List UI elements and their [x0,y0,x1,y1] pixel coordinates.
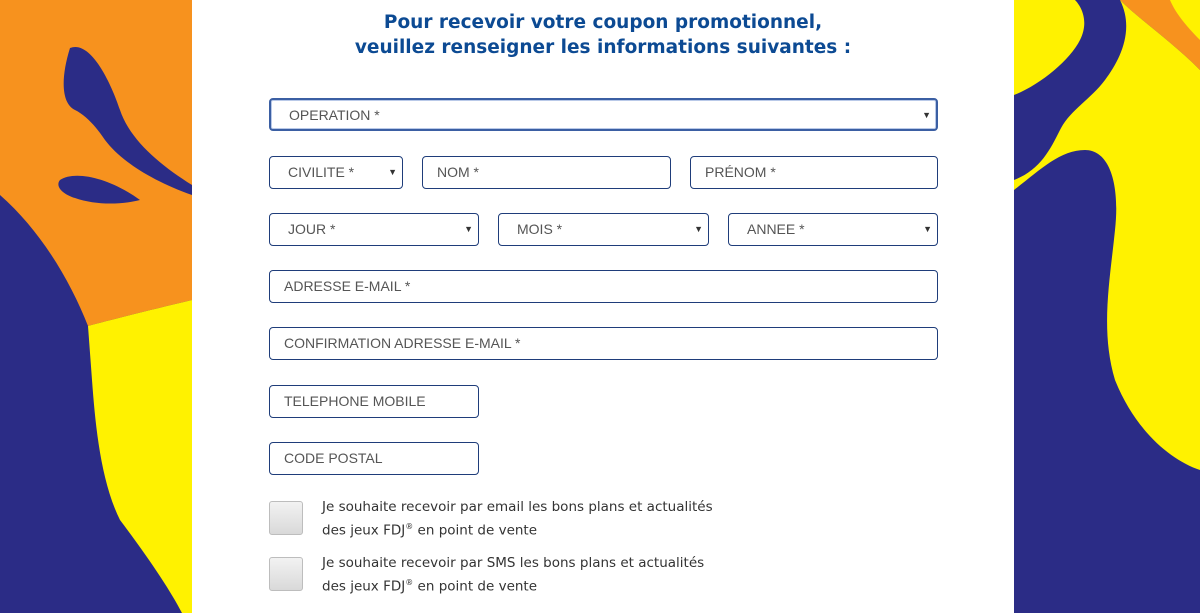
chevron-down-icon: ▼ [922,110,931,120]
yellow-blob-left [88,300,192,613]
mois-select[interactable] [498,213,709,246]
sms-optin-line-1: Je souhaite recevoir par SMS les bons plans et actualités [322,555,705,571]
nom-input-placeholder: NOM * [437,164,479,180]
chevron-down-icon: ▼ [694,224,703,234]
email-optin-line-1: Je souhaite recevoir par email les bons plans et actualités [322,499,713,515]
code-postal-input-placeholder: CODE POSTAL [284,450,383,466]
sms-optin-label [322,553,742,597]
chevron-down-icon: ▼ [464,224,473,234]
email-optin-checkbox[interactable] [269,501,303,535]
civilite-select[interactable] [269,156,403,189]
prenom-input-placeholder: PRÉNOM * [705,164,776,180]
telephone-input[interactable] [269,385,479,418]
sms-optin-checkbox[interactable] [269,557,303,591]
heading-line-2: veuillez renseigner les informations suivantes : [354,37,852,58]
chevron-down-icon: ▼ [923,224,932,234]
civilite-select-label: CIVILITE * [288,164,355,180]
nom-input[interactable] [422,156,671,189]
email-confirm-input-placeholder: CONFIRMATION ADRESSE E-MAIL * [284,335,521,351]
chevron-down-icon: ▼ [388,167,397,177]
jour-select-label: JOUR * [288,221,336,237]
annee-select-label: ANNEE * [747,221,805,237]
code-postal-input[interactable] [269,442,479,475]
email-input[interactable] [269,270,938,303]
email-optin-label [322,497,742,541]
heading-line-1: Pour recevoir votre coupon promotionnel, [383,12,823,33]
operation-select-label: OPERATION * [289,107,380,123]
telephone-input-placeholder: TELEPHONE MOBILE [284,393,426,409]
orange-blob-left [0,0,192,326]
mois-select-label: MOIS * [517,221,563,237]
form-heading [192,10,1014,60]
sms-optin-line-2: des jeux FDJ® en point de vente [322,578,538,595]
email-input-placeholder: ADRESSE E-MAIL * [284,278,411,294]
prenom-input[interactable] [690,156,938,189]
jour-select[interactable] [269,213,479,246]
annee-select[interactable] [728,213,938,246]
operation-select[interactable] [269,98,938,131]
email-optin-line-2: des jeux FDJ® en point de vente [322,522,538,539]
email-confirm-input[interactable] [269,327,938,360]
form-panel [192,0,1014,613]
